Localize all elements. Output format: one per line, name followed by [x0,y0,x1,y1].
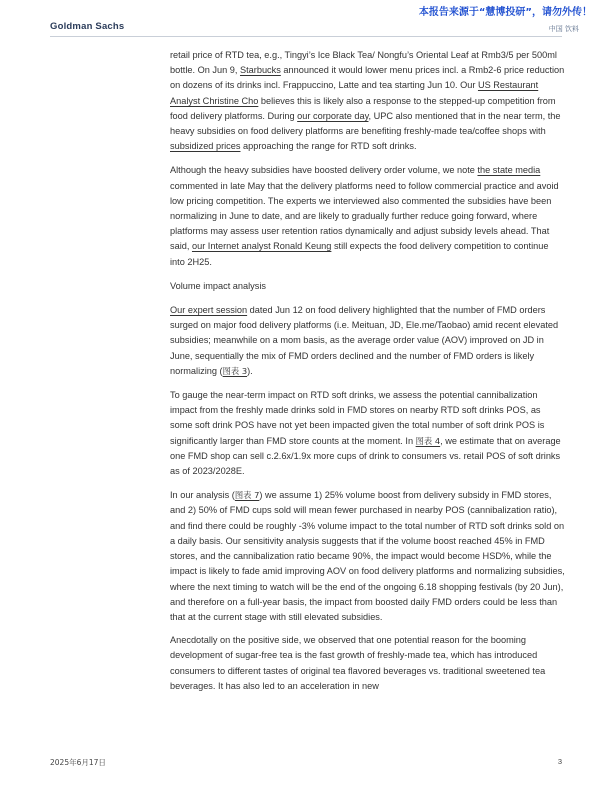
link-exhibit-4[interactable]: 图表 4 [415,435,441,446]
paragraph-cannibalization: To gauge the near-term impact on RTD soft drinks, we assess the potential cannibalization impact from the freshly made drinks sold in FMD stores on nearby RTD soft drinks POS, as some soft drink POS have not yet been impacted given the total number of soft drink POS is significantly larger than FMD store counts at the moment. In 图表 4, we estimate that on average one FMD shop can sell c.2.6x/1.9x more cups of drink to consumers vs. retail POS of soft drinks as of 2023/2028E. [170,390,561,477]
paragraph-anecdotal: Anecdotally on the positive side, we observed that one potential reason for the booming development of sugar-free tea is the fast growth of freshly-made tea, which has introduced consumers to different tastes of original tea flavored beverages vs. traditional sweetened tea beverages. It has also led to an acceleration in new [170,635,546,691]
paragraph-rtd-price: retail price of RTD tea, e.g., Tingyi’s Ice Black Tea/ Nongfu’s Oriental Leaf at Rmb3/5 per 500ml bottle. On Jun 9, Starbucks announced it would lower menu prices incl. a Rmb2-6 price reduction on dozens of its drinks incl. Frappuccino, Latte and tea starting Jun 10. Our US Restaurant Analyst Christine Cho believes this is likely also a response to the stepped-up competition from food delivery platforms. During our corporate day, UPC also mentioned that in the near term, the heavy subsidies on food delivery platforms are benefiting freshly-made tea/coffee shops with subsidized prices approaching the range for RTD soft drinks. [170,50,565,152]
link-exhibit-3[interactable]: 图表 3 [222,365,248,376]
link-exhibit-7[interactable]: 图表 7 [234,490,260,501]
report-body [170,48,565,703]
section-tag: 中国 饮料 [548,25,579,33]
paragraph-sensitivity: In our analysis (图表 7) we assume 1) 25% volume boost from delivery subsidy in FMD stores, and 2) 50% of FMD cups sold will mean fewer purchased in nearby POS (cannibalization ratio), and find there could be roughly -3% volume impact to the total number of RTD soft drinks sold on a daily basis. Our sensitivity analysis suggests that if the volume boost reached 45% in FMD stores, and the cannibalization ratio became 90%, the impact would become HSD%, while the impact is likely to fade amid improving AOV on food delivery platforms and normalizing subsidies, where the next timing to watch will be the end of the ongoing 6.18 shopping festivals (by 20 Jun), and therefore on a full-year basis, the impact from boosted daily FMD orders could be less than that at the current stage with still elevated subsidies. [170,490,565,622]
link-subsidized-prices[interactable]: subsidized prices [170,141,241,152]
link-state-media[interactable]: the state media [477,165,541,176]
section-heading: Volume impact analysis [170,280,267,291]
footer-date: 2025年6月17日 [50,758,106,767]
paragraph-expert-session: Our expert session dated Jun 12 on food delivery highlighted that the number of FMD orders surged on major food delivery platforms (i.e. Meituan, JD, Ele.me/Taobao) amid recent elevated subsidies; meanwhile on a mom basis, as the average order value (AOV) improved on JD in June, sequentially the mix of FMD orders declined and the number of FMD orders is likely normalizing (图表 3). [170,305,559,376]
link-us-restaurant-analyst[interactable]: US Restaurant Analyst Christine Cho [170,80,539,106]
page-number: 3 [557,757,562,766]
watermark-notice: 本报告来源于“慧博投研”，请勿外传！ [418,7,592,18]
brand-logo-text: Goldman Sachs [50,21,125,32]
link-corporate-day[interactable]: our corporate day [297,110,369,121]
link-expert-session[interactable]: Our expert session [170,305,248,316]
link-starbucks[interactable]: Starbucks [239,65,281,76]
header-divider [50,36,562,37]
paragraph-subsidy-normalizing: Although the heavy subsidies have boosted delivery order volume, we note the state media commented in late May that the delivery platforms need to follow commercial practice and avoid low pricing competition. The experts we interviewed also commented the subsidies have been normalizing in June to date, and are likely to gradually further reduce going forward, where platforms may assess user retention ratios dynamically and adjust subsidy levels ahead. That said, our Internet analyst Ronald Keung still expects the food delivery competition to continue into 2H25. [170,165,559,267]
link-internet-analyst[interactable]: our Internet analyst Ronald Keung [191,241,332,252]
